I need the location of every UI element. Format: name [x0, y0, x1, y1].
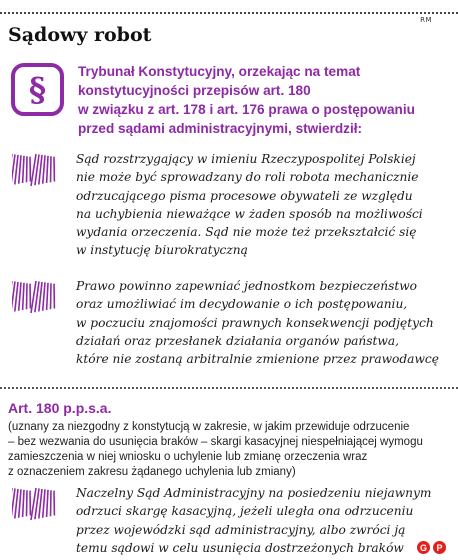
paragraph-symbol: §	[28, 70, 47, 109]
intro-line: konstytucyjności przepisów art. 180	[78, 83, 311, 98]
section-divider	[0, 387, 458, 389]
quote-line: na uchybienia nieważące w żaden sposób na możliwości	[76, 206, 423, 221]
article-line: z oznaczeniem zakresu żądanego uchylenia lub zmiany)	[8, 466, 296, 478]
publisher-credit	[417, 541, 446, 554]
quote-line: przez wojewódzki sąd administracyjny, albo zwróci ją	[76, 522, 406, 537]
page-title: Sądowy robot	[8, 24, 152, 46]
quote-mark-icon	[12, 152, 58, 190]
quote-line: wydania orzeczenia. Sąd nie może też przekształcić się	[76, 225, 417, 240]
credit-letter: P	[433, 541, 446, 554]
article-line: zamieszczenia w niej wniosku o uchylenie lub zmianę orzeczenia wraz	[8, 451, 368, 463]
quote-line: temu sądowi w celu usunięcia dostrzeżonych braków	[76, 540, 404, 555]
quote-mark-icon	[12, 486, 58, 524]
quote-line: działań oraz przesłanek działania organów państwa,	[76, 333, 399, 348]
quote-line: odrzuci skargę kasacyjną, jeżeli uległa ona odrzuceniu	[76, 504, 414, 519]
paragraph-icon	[11, 63, 64, 116]
author-initials: RM	[420, 16, 432, 24]
article-text	[8, 420, 456, 480]
quote-line: w instytucję biurokratyczną	[76, 243, 248, 258]
quote-line: Prawo powinno zapewniać jednostkom bezpieczeństwo	[76, 279, 418, 293]
quote-text-1	[76, 150, 423, 260]
quote-line: Sąd rozstrzygający w imieniu Rzeczypospolitej Polskiej	[76, 152, 416, 166]
quote-mark-icon	[12, 279, 58, 317]
quote-text-2	[76, 277, 439, 368]
intro-line: w związku z art. 178 i art. 176 prawa o postępowaniu	[78, 102, 415, 117]
intro-line: Trybunał Konstytucyjny, orzekając na temat	[78, 64, 361, 79]
intro-line: przed sądami administracyjnymi, stwierdził:	[78, 121, 363, 136]
article-line: – bez wezwania do usunięcia braków – skargi kasacyjnej niespełniającej wymogu	[8, 436, 423, 448]
intro-text	[78, 62, 454, 138]
quote-line: Naczelny Sąd Administracyjny na posiedzeniu niejawnym	[76, 486, 432, 500]
top-dotted-rule	[0, 12, 458, 14]
quote-line: oraz umożliwiać im decydowanie o ich postępowaniu,	[76, 297, 408, 312]
quote-line: odrzucającego pisma procesowe obywateli ze względu	[76, 188, 413, 203]
quote-line: które nie zostaną arbitralnie zmienione przez prawodawcę	[76, 352, 439, 367]
quote-line: w poczuciu znajomości prawnych konsekwencji podjętych	[76, 315, 434, 330]
article-line: (uznany za niezgodny z konstytucją w zakresie, w jakim przewiduje odrzucenie	[8, 421, 410, 433]
article-heading: Art. 180 p.p.s.a.	[8, 400, 112, 416]
quote-text-3	[76, 484, 431, 557]
credit-letter: G	[417, 541, 430, 554]
quote-line: nie może być sprowadzany do roli robota mechanicznie	[76, 170, 419, 185]
